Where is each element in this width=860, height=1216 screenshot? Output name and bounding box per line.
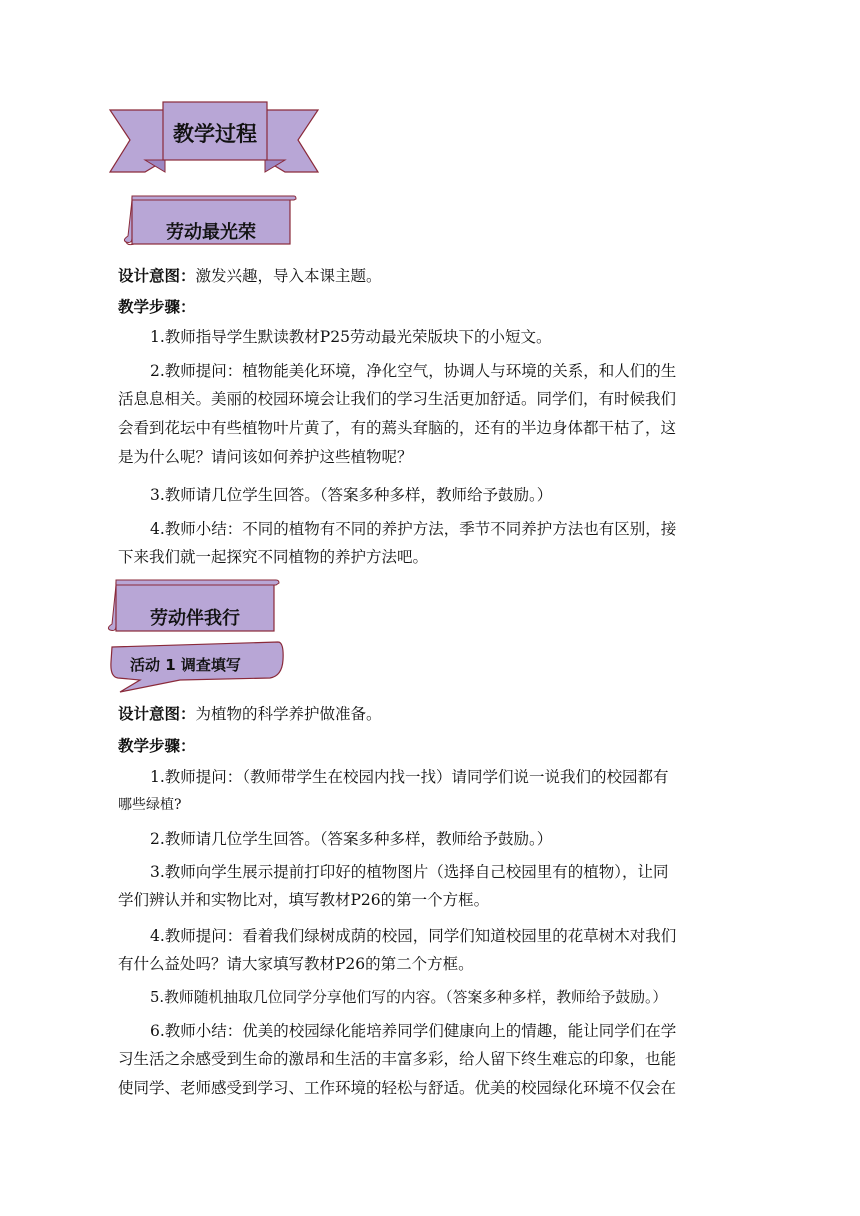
section-banner-2: 劳动伴我行 [150, 608, 240, 629]
paragraph-line: 哪些绿植? [118, 797, 182, 813]
design-text: 为植物的科学养护做准备。 [195, 705, 382, 723]
paragraph-line: 有什么益处吗？请大家填写教材P26的第二个方框。 [118, 955, 474, 973]
design-label: 设计意图： [118, 705, 196, 723]
paragraph-line: 习生活之余感受到生命的激昂和生活的丰富多彩，给人留下终生难忘的印象，也能 [118, 1050, 677, 1068]
paragraph-line: 是为什么呢？请问该如何养护这些植物呢？ [118, 448, 413, 466]
section-title: 教学过程 [173, 122, 257, 146]
paragraph-line: 4.教师提问：看着我们绿树成荫的校园，同学们知道校园里的花草树木对我们 [150, 927, 677, 945]
paragraph-line: 下来我们就一起探究不同植物的养护方法吧。 [118, 548, 429, 566]
paragraph-line: 2.教师请几位学生回答。（答案多种多样，教师给予鼓励。） [150, 830, 553, 848]
paragraph-line: 使同学、老师感受到学习、工作环境的轻松与舒适。优美的校园绿化环境不仅会在 [118, 1079, 677, 1097]
section-banner-1: 劳动最光荣 [166, 222, 256, 243]
paragraph-line: 5.教师随机抽取几位同学分享他们写的内容。（答案多种多样，教师给予鼓励。） [150, 989, 668, 1006]
paragraph-line: 1.教师指导学生默读教材P25劳动最光荣版块下的小短文。 [150, 328, 552, 346]
design-label: 设计意图： [118, 267, 196, 285]
design-intent-2 [118, 704, 382, 724]
paragraph-line: 4.教师小结：不同的植物有不同的养护方法，季节不同养护方法也有区别，接 [150, 520, 677, 538]
paragraph-line: 6.教师小结：优美的校园绿化能培养同学们健康向上的情趣，能让同学们在学 [150, 1022, 677, 1040]
paragraph-line: 2.教师提问：植物能美化环境，净化空气，协调人与环境的关系，和人们的生 [150, 362, 677, 380]
design-intent-1 [118, 266, 382, 286]
paragraph-line: 活息息相关。美丽的校园环境会让我们的学习生活更加舒适。同学们，有时候我们 [118, 390, 677, 408]
steps-label-1: 教学步骤： [118, 298, 196, 316]
paragraph-line: 3.教师请几位学生回答。（答案多种多样，教师给予鼓励。） [150, 486, 553, 504]
paragraph-line: 3.教师向学生展示提前打印好的植物图片（选择自己校园里有的植物），让同 [150, 863, 669, 881]
paragraph-line: 会看到花坛中有些植物叶片黄了，有的蔫头耷脑的，还有的半边身体都干枯了，这 [118, 419, 677, 437]
activity-callout: 活动 1 调查填写 [130, 656, 241, 674]
steps-label-2: 教学步骤： [118, 737, 196, 755]
design-text: 激发兴趣，导入本课主题。 [195, 267, 382, 285]
paragraph-line: 学们辨认并和实物比对，填写教材P26的第一个方框。 [118, 891, 490, 909]
paragraph-line: 1.教师提问：（教师带学生在校园内找一找）请同学们说一说我们的校园都有 [150, 768, 669, 786]
